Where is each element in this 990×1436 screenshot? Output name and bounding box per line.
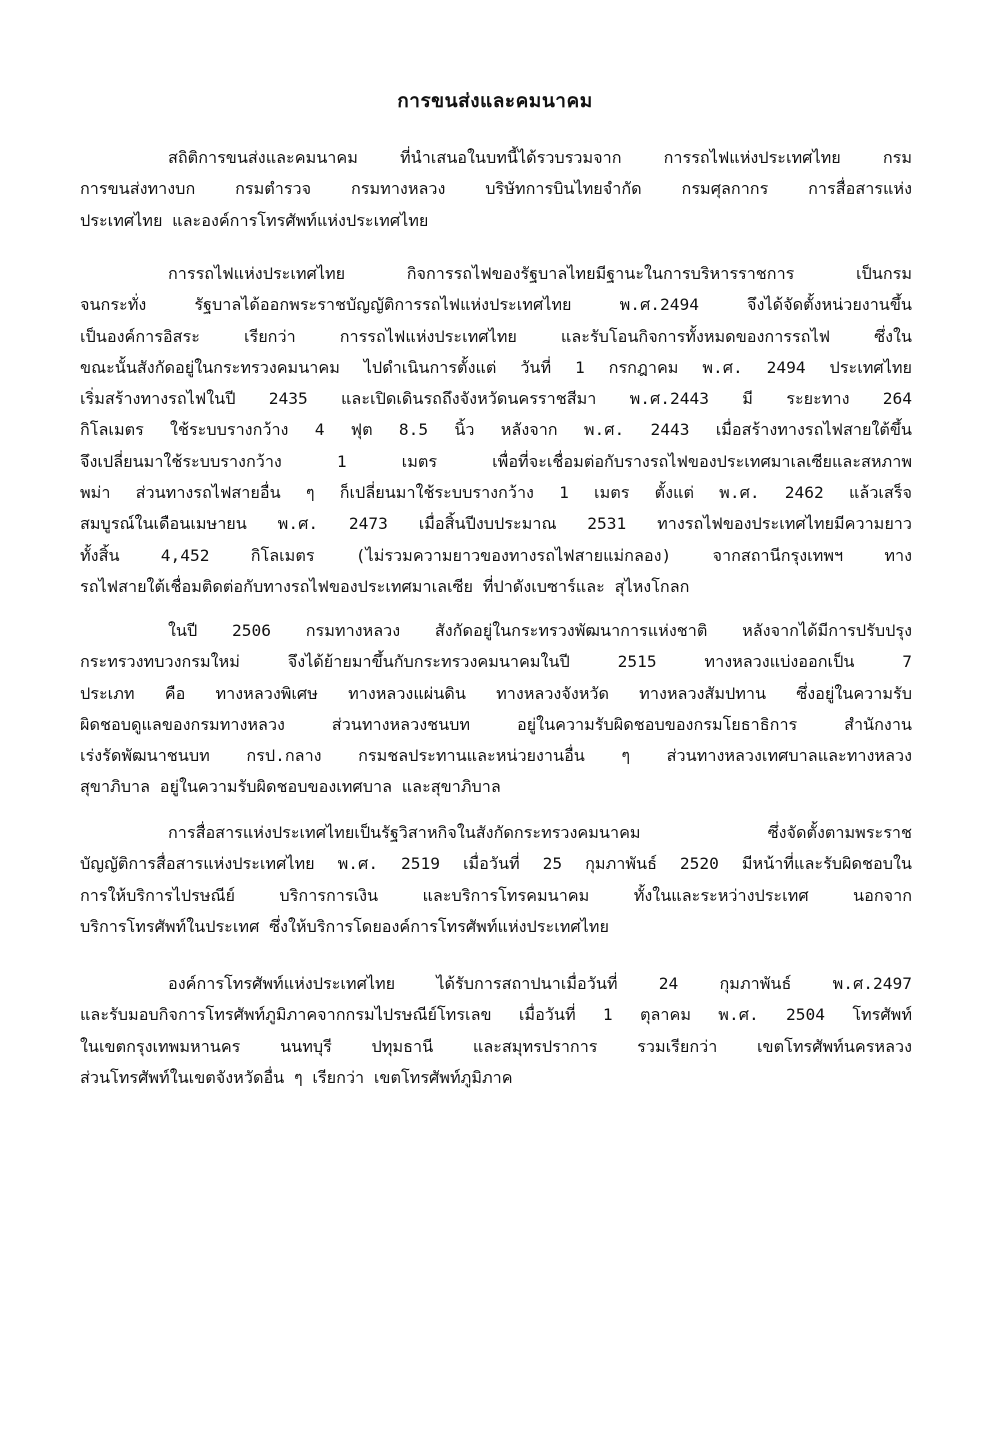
paragraph-highways: [80, 615, 912, 803]
paragraph-railway: [80, 258, 912, 602]
document-title: การขนส่งและคมนาคม: [397, 90, 593, 112]
paragraph-line: การสื่อสารแห่งประเทศไทยเป็นรัฐวิสาหกิจในสังกัดกระทรวงคมนาคม ซึ่งจัดตั้งตามพระราช: [168, 823, 912, 842]
paragraph-line: การขนส่งทางบก กรมตำรวจ กรมทางหลวง บริษัทการบินไทยจำกัด กรมศุลกากร การสื่อสารแห่ง: [80, 179, 912, 199]
paragraph-line: ทั้งสิ้น 4,452 กิโลเมตร (ไม่รวมความยาวของทางรถไฟสายแม่กลอง) จากสถานีกรุงเทพฯ ทาง: [80, 545, 912, 565]
paragraph-line: ส่วนโทรศัพท์ในเขตจังหวัดอื่น ๆ เรียกว่า เขตโทรศัพท์ภูมิภาค: [80, 1067, 513, 1087]
paragraph-line: สมบูรณ์ในเดือนเมษายน พ.ศ. 2473 เมื่อสิ้นปีงบประมาณ 2531 ทางรถไฟของประเทศไทยมีความยาว: [80, 514, 912, 534]
paragraph-line: กระทรวงทบวงกรมใหม่ จึงได้ย้ายมาขึ้นกับกระทรวงคมนาคมในปี 2515 ทางหลวงแบ่งออกเป็น 7: [80, 652, 912, 672]
paragraph-line: ประเภท คือ ทางหลวงพิเศษ ทางหลวงแผ่นดิน ทางหลวงจังหวัด ทางหลวงสัมปทาน ซึ่งอยู่ในความรับ: [80, 683, 912, 703]
paragraph-line: ในปี 2506 กรมทางหลวง สังกัดอยู่ในกระทรวงพัฒนาการแห่งชาติ หลังจากได้มีการปรับปรุง: [168, 621, 912, 640]
paragraph-line: จนกระทั่ง รัฐบาลได้ออกพระราชบัญญัติการรถไฟแห่งประเทศไทย พ.ศ.2494 จึงได้จัดตั้งหน่วยงานขึ้น: [80, 295, 912, 315]
paragraph-line: การรถไฟแห่งประเทศไทย กิจการรถไฟของรัฐบาลไทยมีฐานะในการบริหารราชการ เป็นกรม: [168, 264, 912, 283]
paragraph-sources: [80, 142, 912, 236]
paragraph-communications: [80, 817, 912, 942]
paragraph-line: การให้บริการไปรษณีย์ บริการการเงิน และบริการโทรคมนาคม ทั้งในและระหว่างประเทศ นอกจาก: [80, 885, 912, 905]
paragraph-line: จึงเปลี่ยนมาใช้ระบบรางกว้าง 1 เมตร เพื่อที่จะเชื่อมต่อกับรางรถไฟของประเทศมาเลเซียและสหภาพ: [80, 451, 912, 471]
paragraph-line: ผิดชอบดูแลของกรมทางหลวง ส่วนทางหลวงชนบท อยู่ในความรับผิดชอบของกรมโยธาธิการ สำนักงาน: [80, 714, 912, 734]
paragraph-line: กิโลเมตร ใช้ระบบรางกว้าง 4 ฟุต 8.5 นิ้ว หลังจาก พ.ศ. 2443 เมื่อสร้างทางรถไฟสายใต้ขึ้น: [80, 420, 912, 440]
paragraph-line: และรับมอบกิจการโทรศัพท์ภูมิภาคจากกรมไปรษณีย์โทรเลข เมื่อวันที่ 1 ตุลาคม พ.ศ. 2504 โทรศัพท์: [80, 1005, 912, 1025]
paragraph-line: เริ่มสร้างทางรถไฟในปี 2435 และเปิดเดินรถถึงจังหวัดนครราชสีมา พ.ศ.2443 มี ระยะทาง 264: [80, 389, 912, 409]
paragraph-line: ขณะนั้นสังกัดอยู่ในกระทรวงคมนาคม ไปดำเนินการตั้งแต่ วันที่ 1 กรกฎาคม พ.ศ. 2494 ประเทศไทย: [80, 357, 912, 377]
paragraph-line: บริการโทรศัพท์ในประเทศ ซึ่งให้บริการโดยองค์การโทรศัพท์แห่งประเทศไทย: [80, 916, 609, 936]
paragraph-line: ประเทศไทย และองค์การโทรศัพท์แห่งประเทศไทย: [80, 210, 429, 230]
paragraph-line: สถิติการขนส่งและคมนาคม ที่นำเสนอในบทนี้ได้รวบรวมจาก การรถไฟแห่งประเทศไทย กรม: [168, 148, 912, 167]
paragraph-line: องค์การโทรศัพท์แห่งประเทศไทย ได้รับการสถาปนาเมื่อวันที่ 24 กุมภาพันธ์ พ.ศ.2497: [168, 974, 912, 993]
paragraph-line: ในเขตกรุงเทพมหานคร นนทบุรี ปทุมธานี และสมุทรปราการ รวมเรียกว่า เขตโทรศัพท์นครหลวง: [80, 1036, 912, 1056]
paragraph-line: บัญญัติการสื่อสารแห่งประเทศไทย พ.ศ. 2519 เมื่อวันที่ 25 กุมภาพันธ์ 2520 มีหน้าที่และรับผิดชอบใน: [80, 854, 912, 874]
paragraph-telephone: [80, 968, 912, 1093]
paragraph-line: รถไฟสายใต้เชื่อมติดต่อกับทางรถไฟของประเทศมาเลเซีย ที่ปาดังเบซาร์และ สุไหงโกลก: [80, 576, 690, 596]
paragraph-line: สุขาภิบาล อยู่ในความรับผิดชอบของเทศบาล และสุขาภิบาล: [80, 777, 501, 797]
paragraph-line: เป็นองค์การอิสระ เรียกว่า การรถไฟแห่งประเทศไทย และรับโอนกิจการทั้งหมดของการรถไฟ ซึ่งใน: [80, 326, 912, 346]
paragraph-line: พม่า ส่วนทางรถไฟสายอื่น ๆ ก็เปลี่ยนมาใช้ระบบรางกว้าง 1 เมตร ตั้งแต่ พ.ศ. 2462 แล้วเสร็จ: [80, 483, 912, 503]
paragraph-line: เร่งรัดพัฒนาชนบท กรป.กลาง กรมชลประทานและหน่วยงานอื่น ๆ ส่วนทางหลวงเทศบาลและทางหลวง: [80, 746, 912, 766]
